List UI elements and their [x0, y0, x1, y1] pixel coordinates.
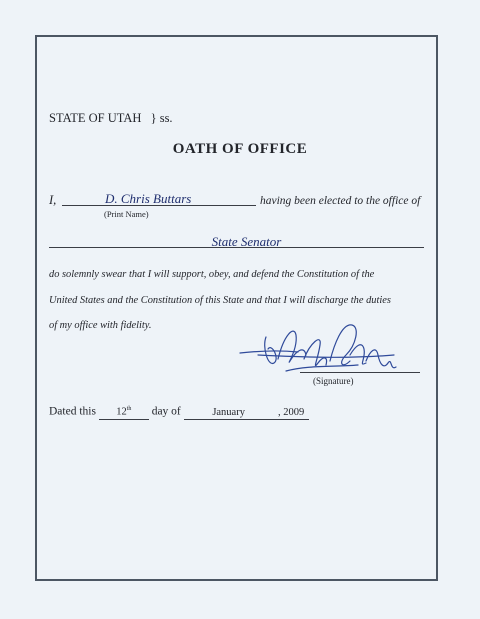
brace: } [150, 111, 157, 125]
signature-line [300, 372, 420, 373]
year-separator: , [278, 406, 281, 418]
office-name: State Senator [211, 234, 282, 249]
elected-text: having been elected to the office of [260, 195, 421, 207]
oath-line: do solemnly swear that I will support, obey, and defend the Constitution of the [49, 269, 375, 280]
ss-label: ss. [159, 111, 173, 125]
dated-line [49, 403, 309, 420]
signature-label: (Signature) [313, 376, 354, 386]
print-name-label: (Print Name) [104, 209, 149, 219]
office-field [49, 233, 424, 248]
name-field [62, 191, 256, 206]
day-value: 12 [116, 406, 127, 418]
year-value: 2009 [283, 406, 305, 418]
document-title: OATH OF OFFICE [172, 141, 308, 157]
dated-label: Dated this [49, 405, 96, 418]
i-label: I, [49, 193, 57, 207]
day-suffix: th [126, 406, 132, 412]
oath-line: of my office with fidelity. [49, 320, 152, 331]
year-field [274, 407, 309, 420]
day-field [99, 403, 149, 420]
day-of-label: day of [151, 405, 181, 418]
month-field [184, 407, 274, 420]
month-value: January [212, 406, 245, 418]
venue-line [49, 111, 173, 126]
official-name: D. Chris Buttars [105, 191, 192, 206]
oath-line: United States and the Constitution of this State and that I will discharge the duties [49, 294, 391, 306]
state-label: STATE OF UTAH [49, 111, 142, 125]
